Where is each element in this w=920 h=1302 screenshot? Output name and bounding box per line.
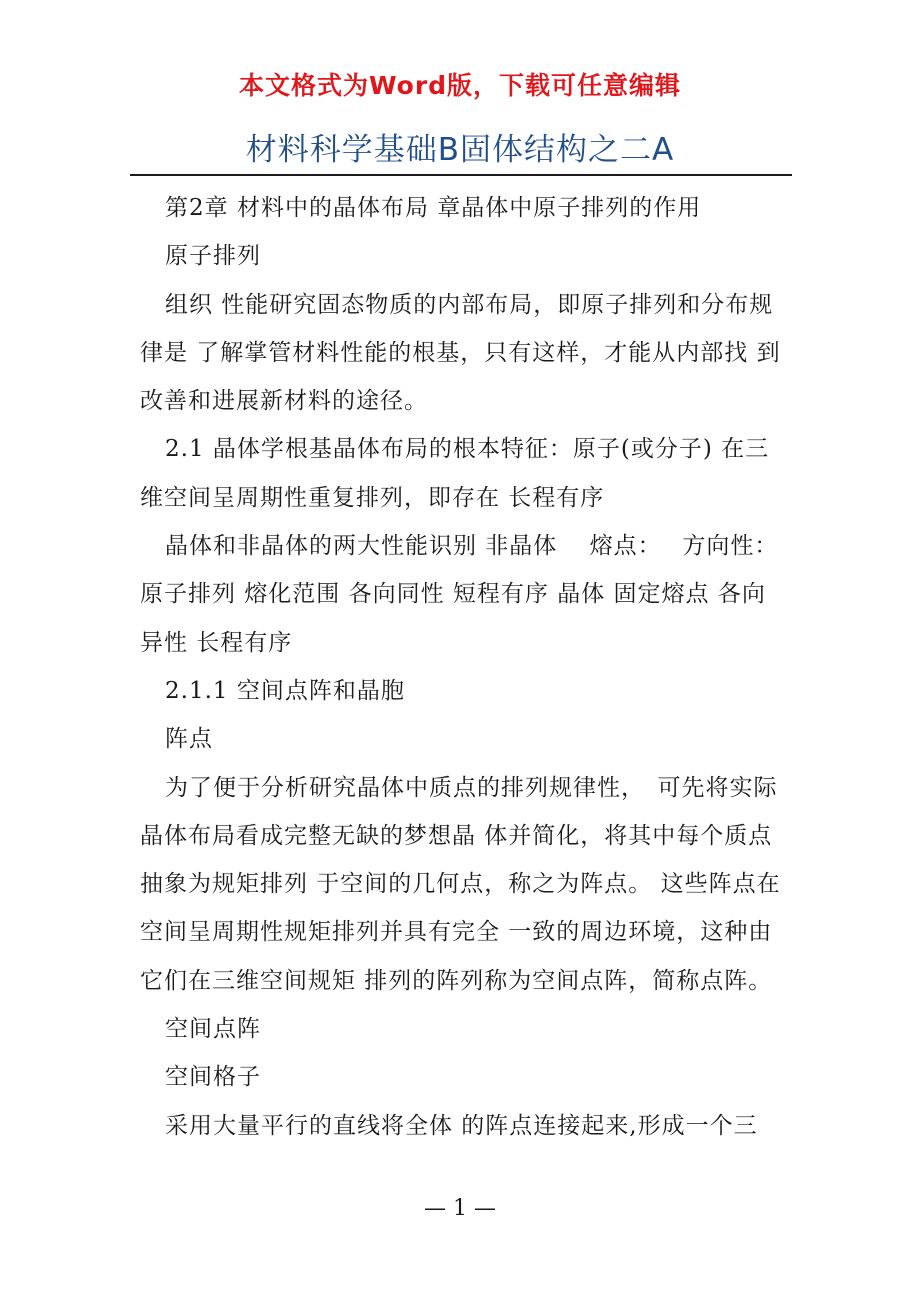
paragraph-lattice-point: 阵点 <box>165 726 213 753</box>
page-number: — 1 — <box>424 1196 496 1221</box>
section-2-1-1: 2.1.1 空间点阵和晶胞 <box>165 677 405 704</box>
paragraph-space-grid: 空间格子 <box>165 1064 261 1091</box>
paragraph-grid-construction: 采用大量平行的直线将全体 的阵点连接起来,形成一个三 <box>165 1112 758 1139</box>
document-body <box>140 184 791 1150</box>
paragraph-crystal-vs-amorphous: 晶体和非晶体的两大性能识别 非晶体 熔点： 方向性： 原子排列 熔化范围 各向同性 短程有序 晶体 固定熔点 各向异性 长程有序 <box>140 533 791 656</box>
section-2-1: 2.1 晶体学根基晶体布局的根本特征：原子(或分子) 在三维空间呈周期性重复排列，即存在 长程有序 <box>140 436 770 511</box>
document-title: 材料科学基础B固体结构之二A <box>245 132 675 168</box>
paragraph-structure-performance: 组织 性能研究固态物质的内部布局，即原子排列和分布规律是 了解掌管材料性能的根基，只有这样，才能从内部找 到改善和进展新材料的途径。 <box>140 291 781 415</box>
chapter-heading: 第2章 材料中的晶体布局 章晶体中原子排列的作用 <box>165 195 702 221</box>
download-notice: 本文格式为Word版，下载可任意编辑 <box>238 71 682 100</box>
paragraph-space-lattice: 空间点阵 <box>165 1016 261 1043</box>
paragraph-lattice-definition: 为了便于分析研究晶体中质点的排列规律性， 可先将实际晶体布局看成完整无缺的梦想晶 体并简化，将其中每个质点抽象为规矩排列 于空间的几何点，称之为阵点。 这些阵点在空间呈周期性规矩排列并具有完全 一致的周边环境，这种由它们在三维空间规矩 排列的阵列称为空间点阵，简称点阵。 <box>140 774 781 994</box>
title-divider <box>130 174 792 176</box>
paragraph-atomic-arrangement: 原子排列 <box>165 243 261 270</box>
